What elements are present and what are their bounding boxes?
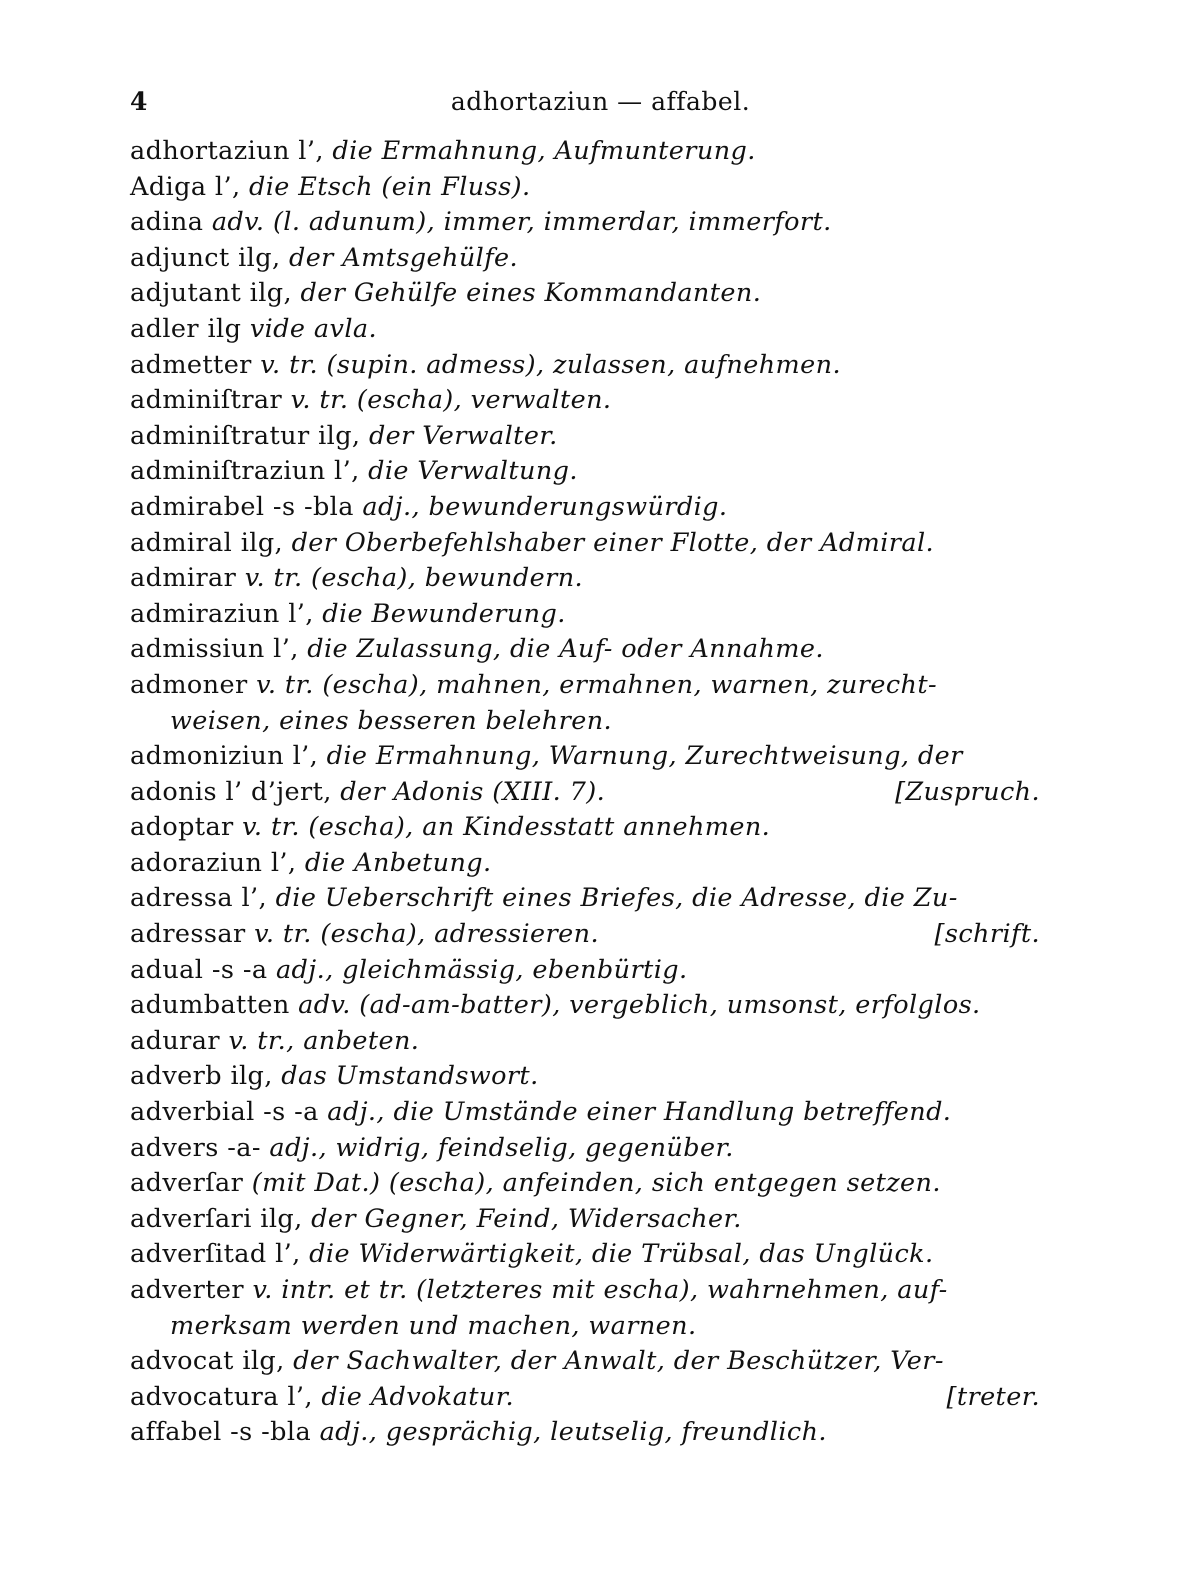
entry-translation: die Advokatur. [321,1381,515,1412]
entry-translation: widrig, feindselig, gegenüber. [335,1132,734,1163]
entry-translation: der Adonis (XIII. 7). [340,776,606,807]
entry-grammar: adj., [327,1097,394,1128]
running-head: adhortaziun — affabel. [450,87,751,116]
dictionary-entry [130,1131,1040,1167]
entry-translation: die Ermahnung, Warnung, Zurechtweisung, der [326,741,963,772]
entry-translation: verwalten. [470,385,612,416]
dictionary-entry [130,241,1040,277]
dictionary-entry [130,419,1040,455]
entry-headword: adverter [130,1275,253,1305]
entry-headword: admirar [130,563,245,594]
dictionary-entry [130,1344,1040,1380]
entry-grammar: adj., [319,1417,386,1448]
entry-translation: zulassen, aufnehmen. [553,349,841,380]
dictionary-entries [130,134,1040,1451]
entry-headword: admiraziun l’, [130,598,323,629]
entry-headword: adverſitad l’, [130,1239,310,1270]
entry-headword: adverſari ilg, [130,1203,312,1234]
entry-translation: adressieren. [434,919,599,950]
dictionary-entry [130,276,1040,312]
dictionary-entry [130,383,1040,419]
entry-headword: Adiga l’, [130,171,249,202]
dictionary-entry [130,1024,1040,1060]
entry-translation: der Oberbefehlshaber einer Flotte, der Admiral. [291,527,935,558]
entry-headword: adminiſtratur ilg, [130,420,369,451]
entry-headword: adjutant ilg, [130,278,301,309]
dictionary-entry [130,597,1040,633]
entry-headword: adoraziun l’, [130,847,305,878]
dictionary-entry [130,1202,1040,1238]
entry-grammar: adj., [269,1132,336,1163]
dictionary-entry [130,632,1040,668]
dictionary-entry [130,1059,1040,1095]
entry-grammar: adj., [275,954,343,985]
entry-translation: die Widerwärtigkeit, die Trübsal, das Unglück. [309,1239,934,1270]
dictionary-entry [130,1095,1040,1131]
entry-headword: admirabel -s -bla [130,491,363,522]
entry-translation: der Amtsgehülfe. [288,242,519,273]
entry-translation: gesprächig, leutselig, freundlich. [385,1417,827,1448]
entry-runover-fragment: [Zuspruch. [895,776,1040,807]
dictionary-entry [130,1273,1040,1309]
dictionary-entry [130,526,1040,562]
entry-translation: merksam werden und machen, warnen. [170,1310,697,1341]
entry-headword: adverſar [130,1168,252,1199]
page-header [130,82,1031,122]
entry-headword: adjunct ilg, [130,242,289,273]
entry-translation: die Umstände einer Handlung betreffend. [393,1097,952,1128]
entry-translation: weisen, eines besseren belehren. [170,705,613,736]
entry-translation: der Verwalter. [368,420,558,451]
entry-translation: die Anbetung. [304,847,492,878]
entry-translation: die Zulassung, die Auf- oder Annahme. [307,634,824,665]
dictionary-entry [130,490,1040,526]
entry-headword: adual -s -a [130,954,276,985]
entry-grammar: v. tr., [228,1025,304,1056]
entry-translation: bewundern. [424,563,584,594]
entry-grammar: v. intr. et tr. (letzteres mit escha), [252,1275,707,1305]
entry-headword: adoptar [130,812,243,843]
entry-headword: admoner [130,669,257,700]
entry-headword: adressar [130,919,255,950]
entry-headword: affabel -s -bla [130,1417,320,1448]
entry-translation: das Umstandswort. [281,1061,539,1092]
dictionary-entry [130,1415,1040,1451]
entry-translation: mahnen, ermahnen, warnen, zurecht- [436,669,937,700]
dictionary-entry [130,1380,1040,1416]
entry-translation: die Ermahnung, Aufmunterung. [332,136,756,166]
dictionary-entry [130,205,1040,241]
entry-headword: adminiſtrar [130,385,291,416]
dictionary-entry [130,917,1040,953]
entry-translation: die Verwaltung. [368,456,578,487]
entry-headword: adina [130,207,212,238]
entry-grammar: v. tr. (escha), [256,669,437,700]
dictionary-entry [130,953,1040,989]
entry-grammar: vide [249,313,314,344]
entry-headword: admiral ilg, [130,527,292,558]
entry-headword: advocatura l’, [130,1381,322,1412]
dictionary-entry [130,134,1040,170]
entry-grammar: v. tr. (escha), [290,385,471,416]
entry-headword: adminiſtraziun l’, [130,456,369,487]
dictionary-entry [130,739,1040,775]
entry-translation: avla. [313,313,377,344]
dictionary-entry [130,312,1040,348]
entry-headword: adhortaziun l’, [130,136,333,166]
entry-translation: an Kindesstatt annehmen. [422,812,771,843]
entry-headword: adverbial -s -a [130,1097,328,1128]
entry-headword: adressa l’, [130,883,276,914]
entry-translation: die Bewunderung. [322,598,566,629]
dictionary-entry [130,1237,1040,1273]
entry-headword: advers -a- [130,1132,270,1163]
entry-translation: vergeblich, umsonst, erfolglos. [569,990,981,1021]
entry-grammar: (mit Dat.) (escha), [251,1168,503,1199]
entry-grammar: v. tr. (escha), [254,919,435,950]
entry-headword: admetter [130,349,261,380]
entry-translation: anbeten. [303,1025,420,1056]
entry-translation: der Gehülfe eines Kommandanten. [300,278,762,309]
entry-headword: adurar [130,1025,229,1056]
dictionary-entry [130,775,1040,811]
entry-grammar: adv. (l. adunum), [211,207,444,238]
entry-translation: der Gegner, Feind, Widersacher. [311,1203,742,1234]
dictionary-entry [130,810,1040,846]
entry-translation: anfeinden, sich entgegen setzen. [502,1168,941,1199]
entry-translation: bewunderungswürdig. [428,491,728,522]
entry-translation: die Etsch (ein Fluss). [249,171,531,202]
entry-headword: adonis l’ d’jert, [130,776,341,807]
entry-headword: adverb ilg, [130,1061,282,1092]
entry-headword: adler ilg [130,313,250,344]
entry-headword: adumbatten [130,990,299,1021]
entry-grammar: v. tr. (supin. admess), [260,349,554,380]
entry-grammar: adj., [362,491,429,522]
entry-headword: admissiun l’, [130,634,308,665]
entry-translation: gleichmässig, ebenbürtig. [342,954,688,985]
dictionary-entry [130,881,1040,917]
dictionary-entry [130,454,1040,490]
entry-translation: die Ueberschrift eines Briefes, die Adresse, die Zu- [275,883,958,914]
dictionary-entry [130,348,1040,384]
entry-translation: wahrnehmen, auf- [706,1275,948,1305]
entry-translation: der Sachwalter, der Anwalt, der Beschützer, Ver- [293,1346,944,1377]
dictionary-entry [130,988,1040,1024]
page-number: 4 [130,87,148,116]
entry-grammar: adv. (ad-am-batter), [298,990,570,1021]
dictionary-entry [130,846,1040,882]
entry-runover-fragment: [treter. [946,1381,1040,1412]
entry-continuation-line [130,704,1040,740]
entry-runover-fragment: [schrift. [934,919,1040,950]
dictionary-entry [130,1166,1040,1202]
entry-translation: immer, immerdar, immerfort. [443,207,832,238]
dictionary-entry [130,668,1040,704]
entry-continuation-line [130,1309,1040,1345]
entry-headword: advocat ilg, [130,1346,294,1377]
dictionary-entry [130,170,1040,206]
entry-grammar: v. tr. (escha), [242,812,423,843]
entry-grammar: v. tr. (escha), [244,563,425,594]
dictionary-entry [130,561,1040,597]
entry-headword: admoniziun l’, [130,741,327,772]
